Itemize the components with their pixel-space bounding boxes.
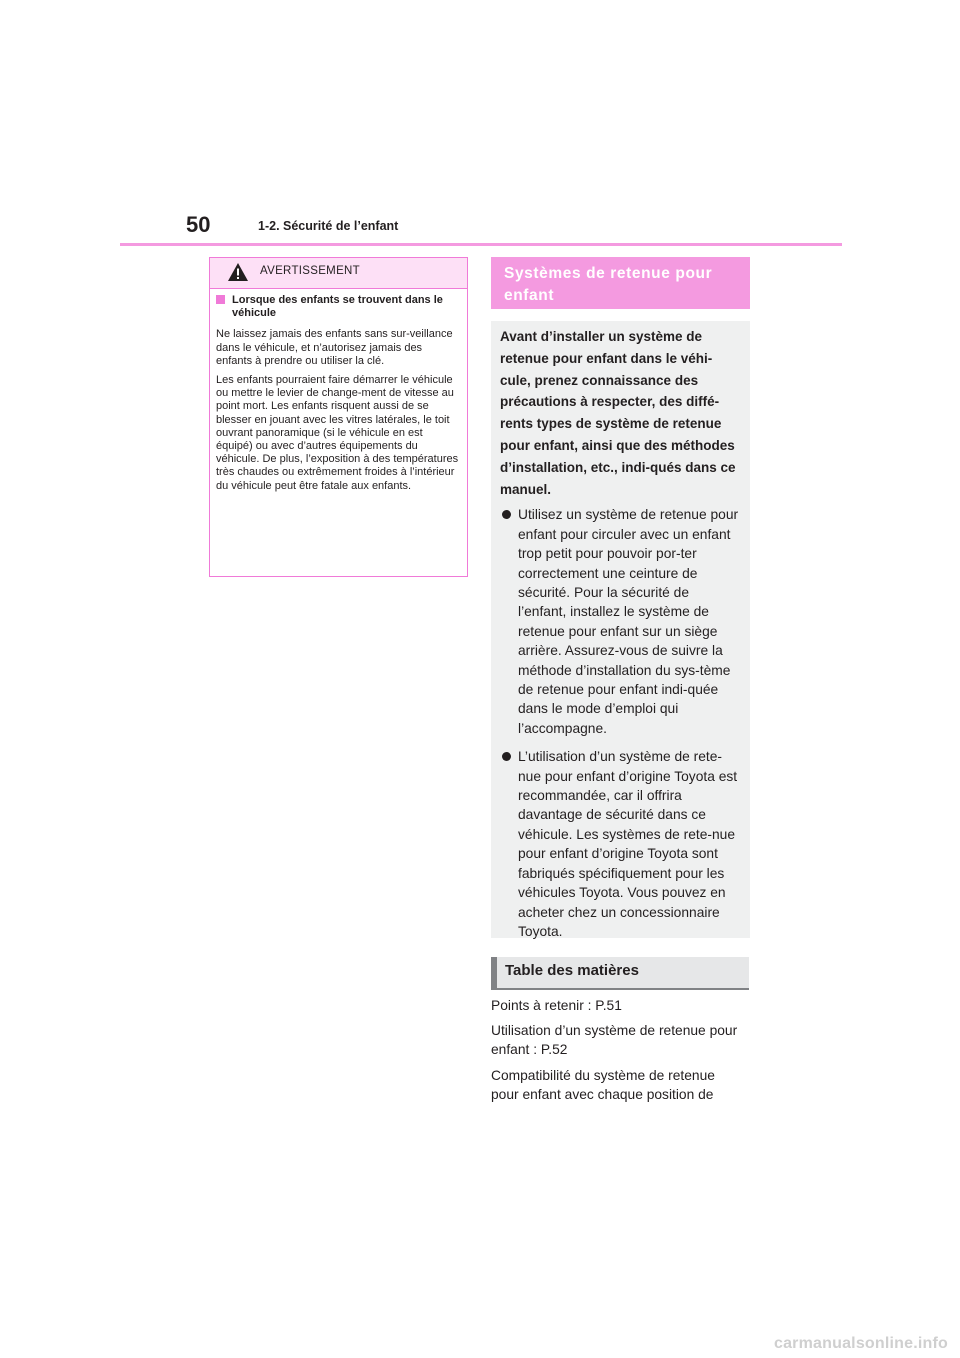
list-item xyxy=(500,505,740,738)
toc-list xyxy=(491,996,746,1110)
toc-item[interactable]: Points à retenir : P.51 xyxy=(491,998,622,1013)
warning-heading xyxy=(216,294,459,320)
list-item xyxy=(500,747,740,941)
bullet-icon xyxy=(502,510,511,519)
page-number: 50 xyxy=(186,212,211,237)
section-title: 1-2. Sécurité de l’enfant xyxy=(258,219,399,233)
warning-body xyxy=(210,289,467,493)
warning-header xyxy=(210,258,467,289)
header-rule xyxy=(120,243,842,246)
warning-box xyxy=(209,257,468,577)
warning-title: AVERTISSEMENT xyxy=(260,265,360,277)
toc-heading: Table des matières xyxy=(491,957,749,990)
list-item-text: Utilisez un système de retenue pour enfant pour circuler avec un enfant trop petit pour pouvoir por-ter correctement une ceinture de sécurité. Pour la sécurité de l’enfant, installez le système de retenue pour enfant sur un siège arrière. Assurez-vous de suivre la méthode d’installation du sys-tème de retenue pour enfant indi-quée dans le mode d’emploi qui l’accompagne. xyxy=(518,507,739,736)
intro-text: Avant d’installer un système de retenue pour enfant dans le véhi-cule, prenez connaissance des précautions à respecter, des diffé-rents types de système de retenue pour enfant, ainsi que des méthodes d’installation, etc., indi-qués dans ce manuel. xyxy=(500,329,736,497)
warning-paragraph: Les enfants pourraient faire démarrer le véhicule ou mettre le levier de change-ment de vitesse au point mort. Les enfants risquent aussi de se blesser en jouant avec les vitres latérales, le toit ouvrant panoramique (si le véhicule en est équipé) ou avec d’autres équipements du véhicule. De plus, l’exposition à des températures très chaudes ou extrêmement froides à l’intérieur du véhicule peut être fatale aux enfants. xyxy=(216,374,459,492)
toc-item[interactable]: Utilisation d’un système de retenue pour enfant : P.52 xyxy=(491,1023,738,1058)
intro-box xyxy=(491,321,750,938)
systems-heading: Systèmes de retenue pour enfant xyxy=(491,257,750,309)
toc-item[interactable]: Compatibilité du système de retenue pour enfant avec chaque position de xyxy=(491,1067,715,1102)
bullet-icon xyxy=(502,752,511,761)
watermark: carmanualsonline.info xyxy=(773,1335,948,1352)
warning-heading-text: Lorsque des enfants se trouvent dans le véhicule xyxy=(232,294,443,320)
warning-paragraph: Ne laissez jamais des enfants sans sur-veillance dans le véhicule, et n’autorisez jamais des enfants à prendre ou utiliser la clé. xyxy=(216,328,453,367)
list-item-text: L’utilisation d’un système de rete-nue pour enfant d’origine Toyota est recommandée, car il offrira davantage de sécurité dans ce véhicule. Les systèmes de rete-nue pour enfant d’origine Toyota sont fabriqués spécifiquement pour les véhicules Toyota. Vous pouvez en acheter chez un concessionnaire Toyota. xyxy=(518,749,738,939)
square-bullet-icon xyxy=(216,295,225,304)
warning-triangle-icon xyxy=(227,262,249,282)
